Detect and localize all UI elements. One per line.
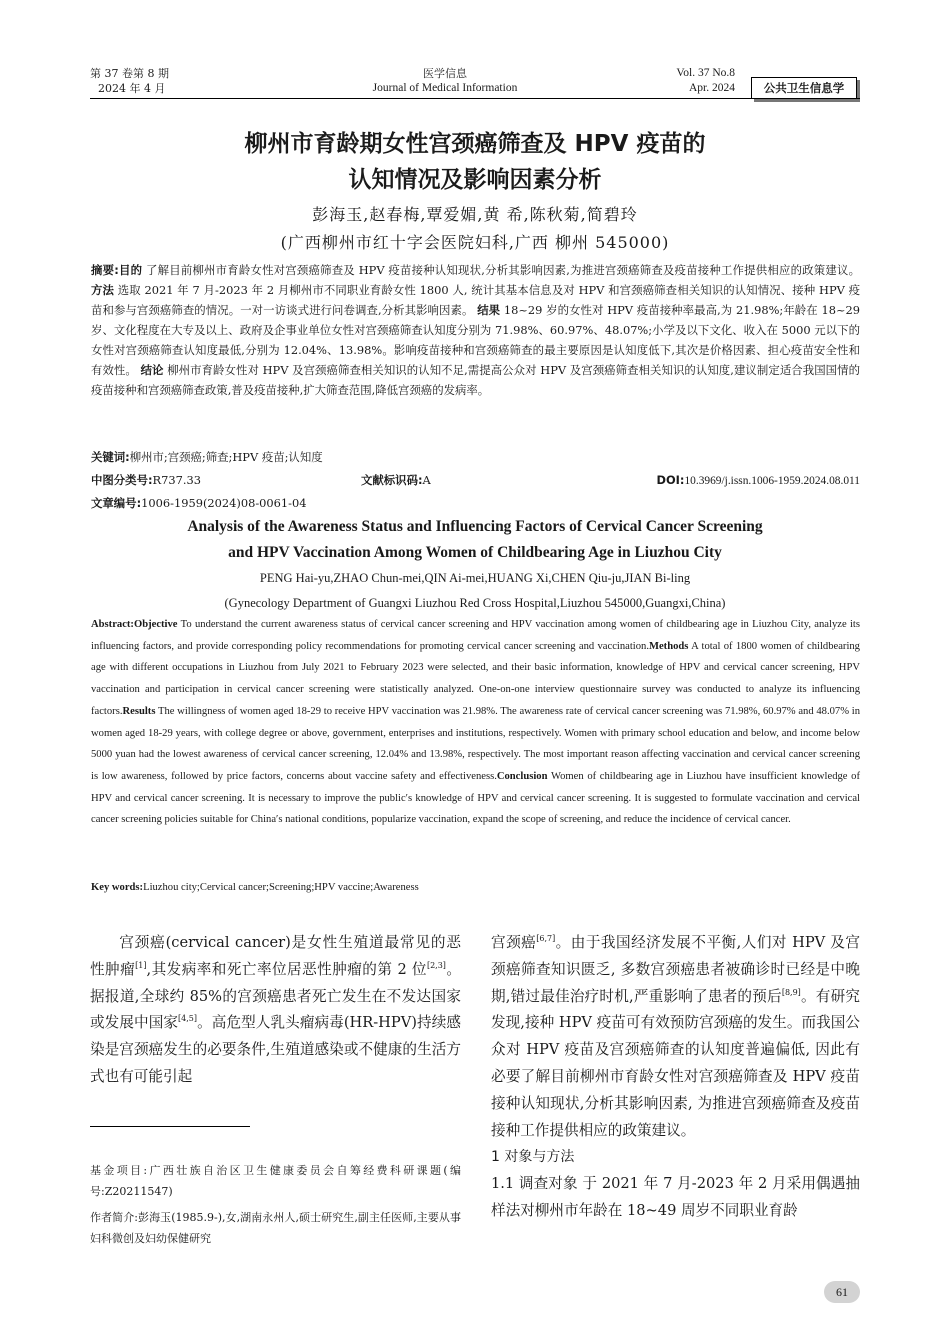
keywords-cn: [91, 447, 860, 467]
body-right-column: [491, 930, 860, 1225]
abstract-cn-label: 摘要:: [91, 263, 119, 277]
footnote-author: 作者简介:彭海玉(1985.9-),女,湖南永州人,硕士研究生,副主任医师,主要从事妇科微创及妇幼保健研究: [90, 1211, 461, 1245]
conclusion-text: 柳州市育龄女性对 HPV 及宫颈癌筛查相关知识的认知不足,需提高公众对 HPV 及宫颈癌筛查相关知识的认知度,建议制定适合我国国情的疫苗接种和宫颈癌筛查政策,普及疫苗接种,扩大筛查范围,降低宫颈癌的发病率。: [91, 363, 860, 397]
keywords-en-label: Key words:: [91, 882, 144, 893]
abstract-en: [91, 614, 860, 831]
body-left-column: [90, 930, 461, 1091]
document-code: [361, 470, 431, 490]
conclusion-en-label: Conclusion: [496, 770, 548, 782]
keywords-en: [91, 879, 860, 897]
title-en: [90, 514, 860, 566]
journal-name-cn: 医学信息: [423, 67, 467, 80]
journal-name-en: Journal of Medical Information: [372, 82, 518, 94]
citation-ref: [1]: [135, 960, 147, 970]
journal-volume-en: [620, 66, 735, 96]
article-number-value: 1006-1959(2024)08-0061-04: [141, 496, 307, 510]
authors-en: PENG Hai-yu,ZHAO Chun-mei,QIN Ai-mei,HUANG Xi,CHEN Qiu-ju,JIAN Bi-ling: [259, 571, 691, 585]
page-number: 61: [824, 1281, 860, 1303]
citation-ref: [6,7]: [536, 934, 556, 944]
keywords-cn-value: 柳州市;宫颈癌;筛查;HPV 疫苗;认知度: [129, 450, 323, 464]
article-number: [91, 493, 307, 513]
methods-text: 选取 2021 年 7 月-2023 年 2 月柳州市不同职业育龄女性 1800 人, 统计其基本信息及对 HPV 和宫颈癌筛查相关知识的认知情况、接种 HPV 疫苗和参与宫颈癌筛查的情况。一对一访谈式进行问卷调查,分析其影响因素。: [91, 283, 860, 317]
methods-en-text: A total of 1800 women of childbearing age with different occupations in Liuzhou from July 2021 to February 2023 were selected, and their basic information, knowledge of HPV and cervical cancer screening, HPV vaccination and participation in cervical cancer screening were statistically analyzed. One-on-one interview questionnaire survey was conducted to analyze its influencing factors.: [91, 640, 860, 717]
clc-label: 中图分类号:: [91, 473, 153, 487]
volume-en: Vol. 37 No.8: [676, 67, 735, 79]
title-cn-line1: 柳州市育龄期女性宫颈癌筛查及 HPV 疫苗的: [244, 131, 706, 157]
body-right-text-3: 。有研究发现,接种 HPV 疫苗可有效预防宫颈癌的发生。而我国公众对 HPV 疫苗及宫颈癌筛查的认知度普遍偏低, 因此有必要了解目前柳州市育龄女性对宫颈癌筛查及 HPV 疫苗接种认知现状,分析其影响因素, 为推进宫颈癌筛查及疫苗接种工作提供相应的政策建议。: [491, 987, 860, 1139]
journal-volume-info: [90, 66, 290, 96]
clc-value: R737.33: [152, 473, 201, 487]
results-text: 18~29 岁的女性对 HPV 疫苗接种率最高,为 21.98%;年龄在 18~29 岁、文化程度在大专及以上、政府及企事业单位女性对宫颈癌筛查认知度分别为 71.98%、60.97%、48.07%;小学及以下文化、收入在 5000 元以下的女性对宫颈癌筛查认知度最低,分别为 12.04%、13.98%。影响疫苗接种和宫颈癌筛查的最主要原因是认知度低下,其次是价格因素、担心疫苗安全性和有效性。: [91, 303, 861, 377]
abstract-cn: [91, 260, 860, 400]
methods-label: 方法: [91, 283, 115, 297]
objective-en-text: To understand the current awareness status of cervical cancer screening and HPV vaccination among women of childbearing age in Liuzhou City, analyze its influencing factors, and provide corresponding policy recommendations for promoting cervical cancer screening and vaccination.: [91, 619, 860, 652]
section-badge: 公共卫生信息学: [751, 77, 857, 99]
body-left-text-1: 宫颈癌(cervical cancer)是女性生殖道最常见的恶性肿瘤: [90, 934, 461, 978]
citation-ref: [2,3]: [426, 960, 446, 970]
body-left-text-4: 。高危型人乳头瘤病毒(HR-HPV)持续感染是宫颈癌发生的必要条件,生殖道感染或不健康的生活方式也有可能引起: [90, 1014, 461, 1085]
subsection-paragraph: [491, 1171, 860, 1225]
header-rule: [90, 98, 860, 99]
keywords-cn-label: 关键词:: [91, 450, 130, 464]
issue-date: 2024 年 4 月: [98, 82, 166, 95]
section-heading: 1 对象与方法: [491, 1149, 575, 1166]
subsection-label: 1.1 调查对象: [491, 1175, 578, 1193]
results-en-text: The willingness of women aged 18-29 to receive HPV vaccination was 21.98%. The awareness rate of cervical cancer screening was 71.98%, 60.97% and 48.07% in women aged 18-29 years, with college degree or above, government, enterprises and institutions, respectively. Women with primary school education and below, and income below 5000 yuan had the lowest awareness of cervical cancer screening, 12.04% and 13.98%, respectively. The most important reason affecting vaccination and cervical cancer screening is low awareness, followed by price factors, concerns about vaccine safety and effectiveness.: [91, 705, 860, 782]
doi-label: DOI:: [656, 473, 685, 487]
title-cn: [90, 126, 860, 198]
body-right-text-2: 。由于我国经济发展不平衡,人们对 HPV 及宫颈癌筛查知识匮乏, 多数宫颈癌患者被确诊时已经是中晚期,错过最佳治疗时机,严重影响了患者的预后: [491, 934, 860, 1005]
body-left-text-3: 。据报道,全球约 85%的宫颈癌患者死亡发生在不发达国家或发展中国家: [90, 960, 461, 1032]
article-number-label: 文章编号:: [91, 496, 142, 510]
keywords-en-value: Liuzhou city;Cervical cancer;Screening;HPV vaccine;Awareness: [143, 882, 419, 893]
title-en-line1: Analysis of the Awareness Status and Influencing Factors of Cervical Cancer Screening: [187, 518, 763, 535]
journal-name: [330, 66, 560, 96]
body-right-paragraph: [491, 930, 860, 1144]
objective-text: 了解目前柳州市育龄女性对宫颈癌筛查及 HPV 疫苗接种认知现状,分析其影响因素,为推进宫颈癌筛查及疫苗接种工作提供相应的政策建议。: [146, 263, 860, 277]
title-en-line2: and HPV Vaccination Among Women of Childbearing Age in Liuzhou City: [228, 544, 722, 561]
body-right-text-1: 宫颈癌: [491, 934, 537, 951]
methods-en-label: Methods: [648, 640, 689, 652]
affiliation-en: (Gynecology Department of Guangxi Liuzhou Red Cross Hospital,Liuzhou 545000,Guangxi,China): [224, 596, 726, 610]
results-en-label: Results: [122, 705, 156, 717]
volume-issue: 第 37 卷第 8 期: [90, 67, 169, 80]
abstract-en-label: Abstract:: [91, 619, 134, 630]
results-label: 结果: [477, 303, 501, 317]
body-left-text-2: ,其发病率和死亡率位居恶性肿瘤的第 2 位: [146, 960, 427, 978]
doc-code-label: 文献标识码:: [361, 473, 423, 487]
objective-label: 目的: [118, 263, 143, 277]
conclusion-label: 结论: [140, 363, 164, 377]
date-en: Apr. 2024: [689, 82, 735, 94]
clc-number: [91, 470, 201, 490]
footnote-rule: [90, 1126, 250, 1127]
title-cn-line2: 认知情况及影响因素分析: [348, 167, 602, 193]
footnote-fund: 基金项目:广西壮族自治区卫生健康委员会自筹经费科研课题(编号:Z20211547): [90, 1164, 461, 1198]
objective-en-label: Objective: [133, 619, 178, 630]
doi: [560, 470, 860, 491]
citation-ref: [8,9]: [781, 987, 801, 997]
subsection-text: 于 2021 年 7 月-2023 年 2 月采用偶遇抽样法对柳州市年龄在 18~49 周岁不同职业育龄: [491, 1175, 860, 1219]
conclusion-en-text: Women of childbearing age in Liuzhou have insufficient knowledge of HPV and cervical cancer screening. It is necessary to improve the public′s knowledge of HPV and cervical cancer screening. It is suggested to formulate vaccination and cervical cancer screening policies suitable for China′s national conditions, popularize vaccination, expand the scope of screening, and reduce the incidence of cervical cancer.: [91, 770, 860, 826]
authors-cn: 彭海玉,赵春梅,覃爱媚,黄 希,陈秋菊,简碧玲: [312, 205, 638, 224]
doc-code-value: A: [422, 473, 431, 487]
affiliation-cn: (广西柳州市红十字会医院妇科,广西 柳州 545000): [280, 233, 670, 252]
citation-ref: [4,5]: [178, 1014, 198, 1024]
doi-value: 10.3969/j.issn.1006-1959.2024.08.011: [684, 475, 860, 487]
